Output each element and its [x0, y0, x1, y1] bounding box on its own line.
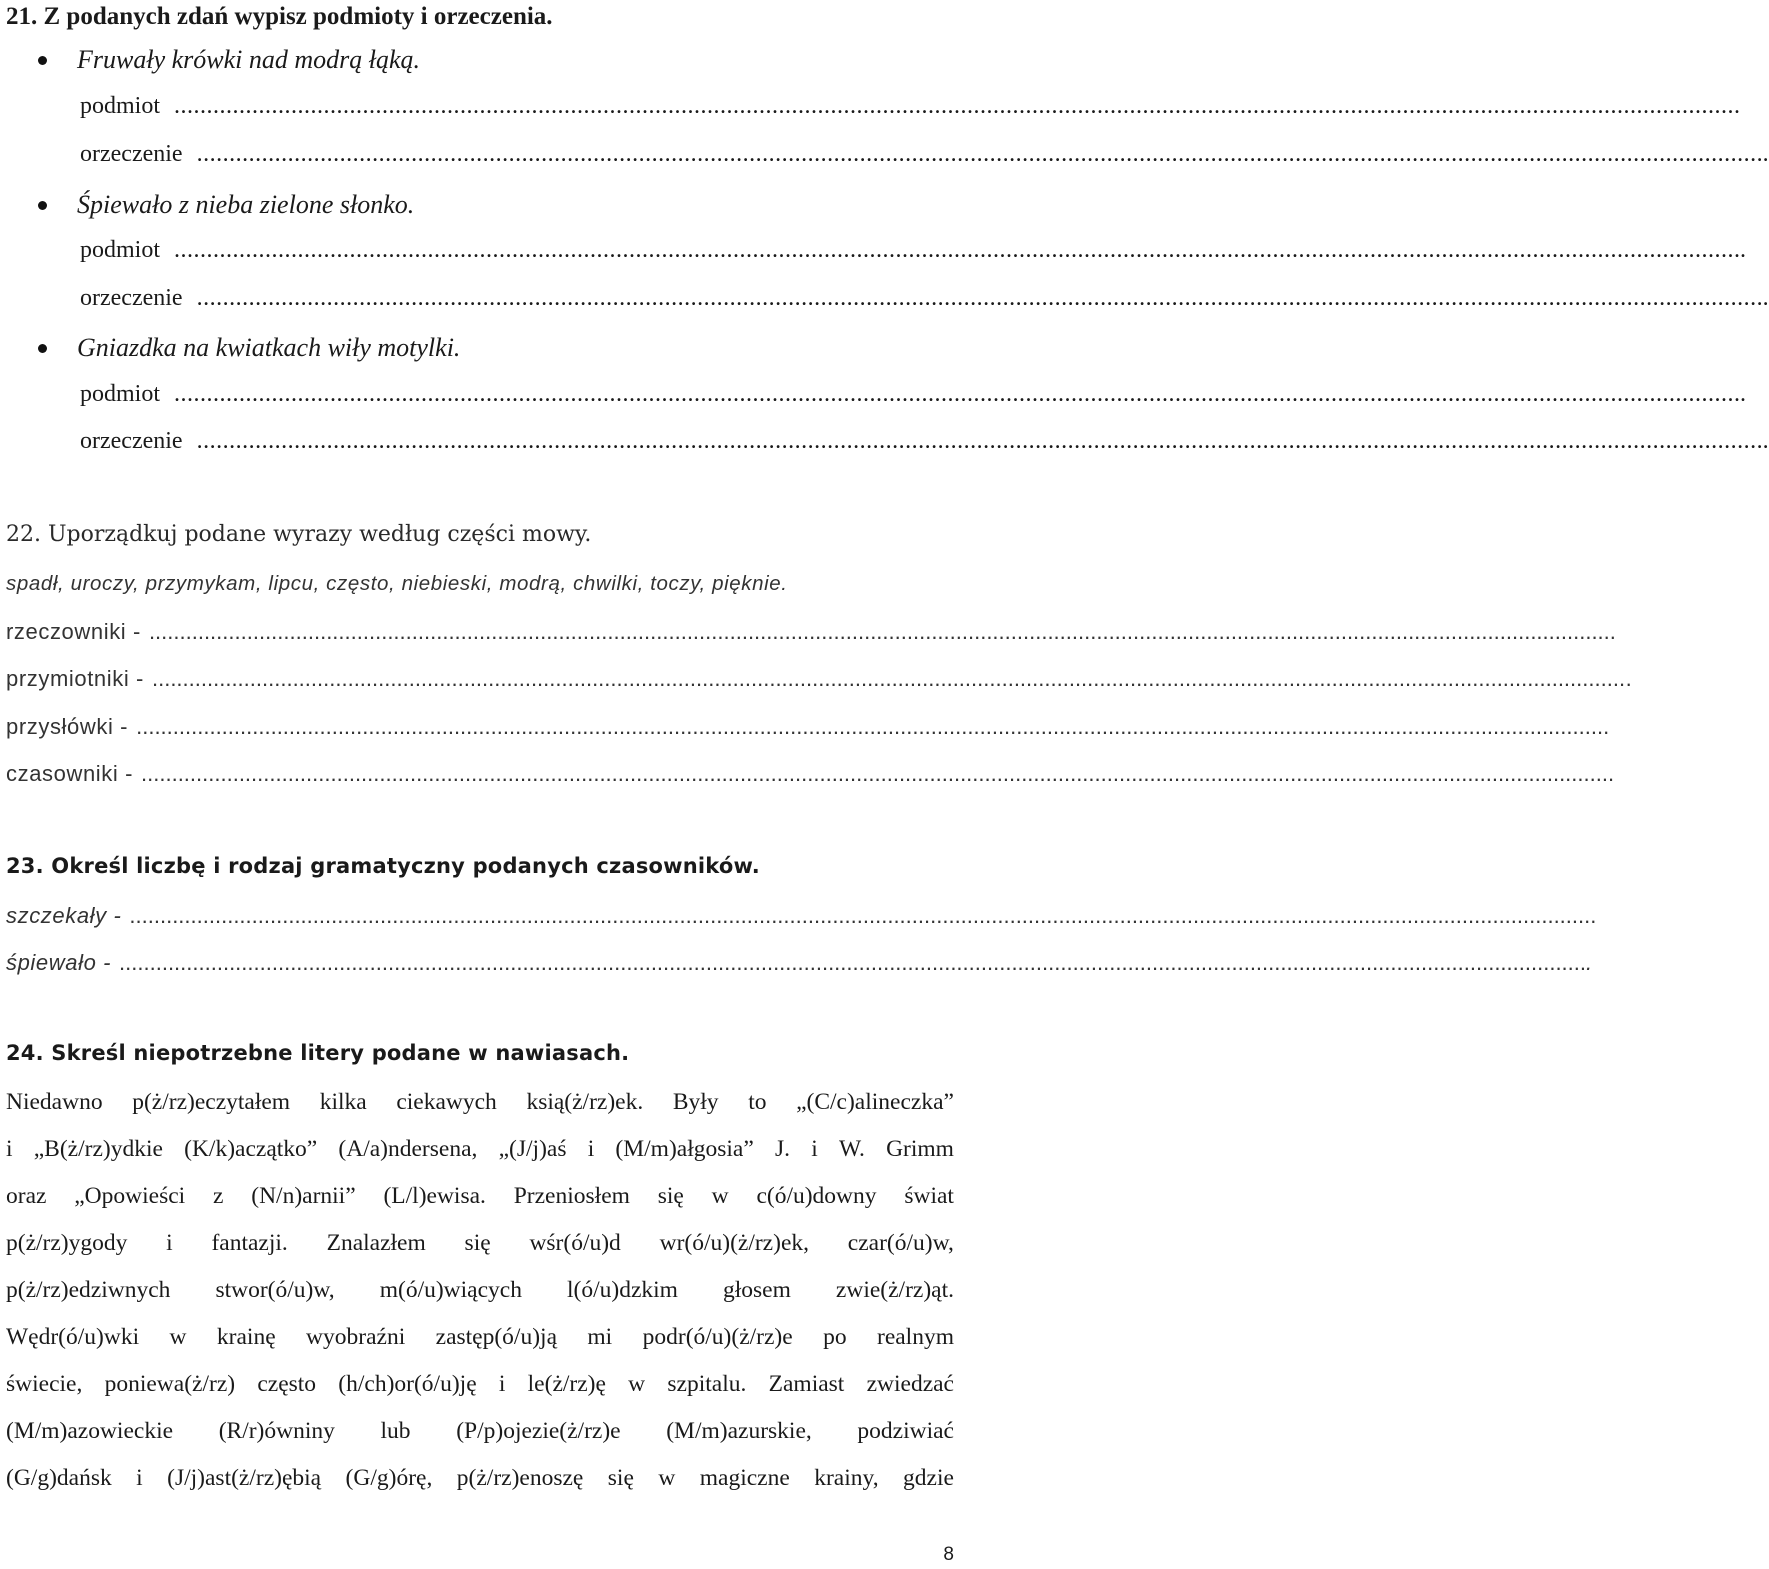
ex21-predicate-1: orzeczenie ................................................................................................................................................................................................................................................ .. — [80, 141, 1769, 167]
ex21-subject-1: podmiot ................................................................................................................................................................................................................................................ . — [80, 93, 1741, 119]
ex21-sentence-2: Śpiewało z nieba zielone słonko. — [38, 190, 414, 220]
paragraph-line: p(ż/rz)edziwnych stwor(ó/u)w, m(ó/u)wiących l(ó/u)dzkim głosem zwie(ż/rz)ąt. — [6, 1277, 954, 1303]
ex22-row-adverbs: przysłówki - ................................................................................................................................................................................................................................................ . — [6, 714, 1610, 739]
ex22-row-nouns: rzeczowniki - ................................................................................................................................................................................................................................................ — [6, 619, 1616, 644]
exercise-21-title: 21. Z podanych zdań wypisz podmioty i orzeczenia. — [6, 3, 553, 30]
ex21-sentence-1: Fruwały krówki nad modrą łąką. — [38, 45, 420, 75]
paragraph-line: (G/g)dańsk i (J/j)ast(ż/rz)ębią (G/g)órę, p(ż/rz)enoszę się w magiczne krainy, gdzie — [6, 1465, 954, 1491]
bullet-icon — [38, 56, 47, 65]
bullet-icon — [38, 344, 47, 353]
ex22-word-list: spadł, uroczy, przymykam, lipcu, często, niebieski, modrą, chwilki, toczy, pięknie. — [6, 572, 788, 595]
exercise-22-title: 22. Uporządkuj podane wyrazy według części mowy. — [6, 522, 592, 547]
paragraph-line: p(ż/rz)ygody i fantazji. Znalazłem się wśr(ó/u)d wr(ó/u)(ż/rz)ek, czar(ó/u)w, — [6, 1230, 954, 1256]
bullet-icon — [38, 201, 47, 210]
ex22-row-adjectives: przymiotniki - ................................................................................................................................................................................................................................................ .. — [6, 666, 1633, 691]
ex21-predicate-3: orzeczenie ................................................................................................................................................................................................................................................ .. — [80, 428, 1769, 454]
ex23-row-1: szczekały - ................................................................................................................................................................................................................................................ — [6, 903, 1597, 928]
page-number: 8 — [943, 1544, 954, 1565]
paragraph-line: (M/m)azowieckie (R/r)ówniny lub (P/p)ojezie(ż/rz)e (M/m)azurskie, podziwiać — [6, 1418, 954, 1444]
paragraph-line: Wędr(ó/u)wki w krainę wyobraźni zastęp(ó/u)ją mi podr(ó/u)(ż/rz)e po realnym — [6, 1324, 954, 1350]
paragraph-line: i „B(ż/rz)ydkie (K/k)aczątko” (A/a)ndersena, „(J/j)aś i (M/m)ałgosia” J. i W. Grimm — [6, 1136, 954, 1162]
exercise-24-title: 24. Skreśl niepotrzebne litery podane w nawiasach. — [6, 1041, 630, 1065]
ex21-predicate-2: orzeczenie ................................................................................................................................................................................................................................................ .. — [80, 285, 1769, 311]
exercise-23-title: 23. Określ liczbę i rodzaj gramatyczny podanych czasowników. — [6, 854, 760, 878]
ex21-subject-2: podmiot ................................................................................................................................................................................................................................................ .. — [80, 237, 1747, 263]
paragraph-line: świecie, poniewa(ż/rz) często (h/ch)or(ó/u)ję i le(ż/rz)ę w szpitalu. Zamiast zwiedzać — [6, 1371, 954, 1397]
ex24-paragraph — [6, 1079, 954, 1502]
ex23-row-2: śpiewało - ................................................................................................................................................................................................................................................ . — [6, 950, 1593, 975]
ex22-row-verbs: czasowniki - ................................................................................................................................................................................................................................................ . — [6, 761, 1615, 786]
paragraph-line: Niedawno p(ż/rz)eczytałem kilka ciekawych ksią(ż/rz)ek. Były to „(C/c)alineczka” — [6, 1089, 954, 1115]
paragraph-line: oraz „Opowieści z (N/n)arnii” (L/l)ewisa. Przeniosłem się w c(ó/u)downy świat — [6, 1183, 954, 1209]
ex21-subject-3: podmiot ................................................................................................................................................................................................................................................ .. — [80, 381, 1747, 407]
ex21-sentence-3: Gniazdka na kwiatkach wiły motylki. — [38, 333, 460, 363]
